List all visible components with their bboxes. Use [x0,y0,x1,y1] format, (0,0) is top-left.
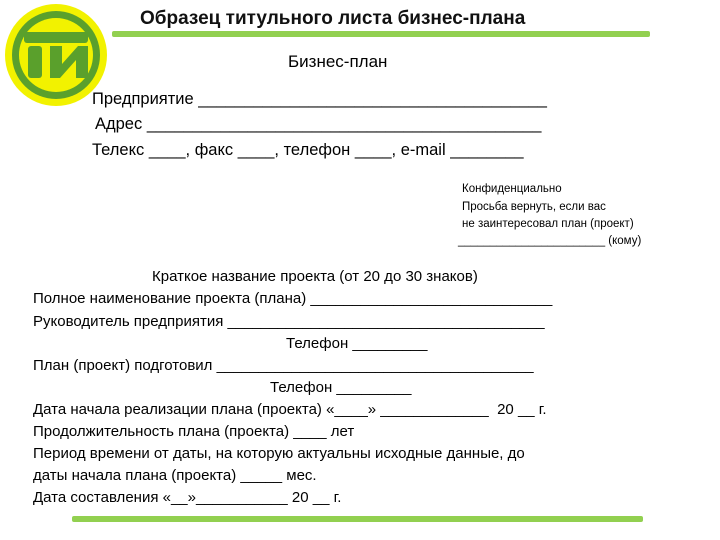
body-line-full-name: Полное наименование проекта (плана) _____________________________ [33,290,553,307]
document-subtitle: Бизнес-план [288,52,388,71]
confidential-line-1: Конфиденциально [462,183,562,195]
body-line-period-2: даты начала плана (проекта) _____ мес. [33,467,317,484]
confidential-line-4: _______________________ (кому) [458,235,642,247]
top-divider [112,31,650,37]
body-line-manager: Руководитель предприятия ______________________________________ [33,313,545,330]
document-title: Образец титульного листа бизнес-плана [140,8,526,29]
header-line-contacts: Телекс ____, факс ____, телефон ____, e-mail ________ [92,141,524,159]
body-line-phone-2: Телефон _________ [270,379,412,396]
body-line-phone-1: Телефон _________ [286,335,428,352]
body-line-prepared-by: План (проект) подготовил ______________________________________ [33,357,534,374]
body-line-period-1: Период времени от даты, на которую актуальны исходные данные, до [33,445,525,462]
bottom-divider [72,516,643,522]
confidential-line-2: Просьба вернуть, если вас [462,201,606,213]
body-line-compiled-date: Дата составления «__»___________ 20 __ г. [33,489,342,506]
body-line-short-name: Краткое название проекта (от 20 до 30 знаков) [152,268,478,285]
header-line-address: Адрес ___________________________________________ [95,115,542,133]
body-line-start-date: Дата начала реализации плана (проекта) «____» _____________ 20 __ г. [33,401,547,418]
body-line-duration: Продолжительность плана (проекта) ____ лет [33,423,355,440]
confidential-line-3: не заинтересовал план (проект) [462,218,634,230]
header-line-enterprise: Предприятие ______________________________________ [92,90,547,108]
